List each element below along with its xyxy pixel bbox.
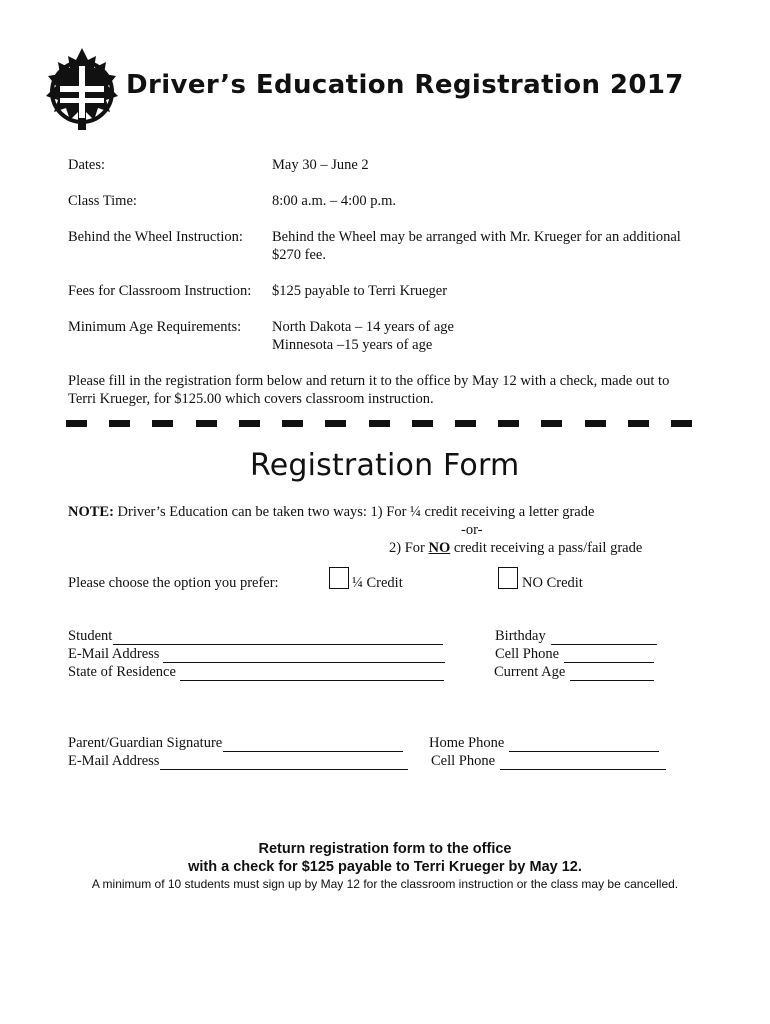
no-credit-label: NO Credit — [522, 575, 583, 591]
cut-line-dash — [109, 420, 130, 427]
cut-line-dash — [628, 420, 649, 427]
age-label: Minimum Age Requirements: — [68, 319, 242, 335]
cross-leaf-logo-icon — [44, 46, 120, 132]
cut-line-dash — [325, 420, 346, 427]
no-credit-checkbox[interactable] — [498, 567, 518, 589]
btw-value-line2: $270 fee. — [272, 247, 326, 263]
birthday-label: Birthday — [495, 628, 546, 644]
parent-signature-field[interactable] — [68, 734, 403, 752]
student-input-line[interactable] — [113, 631, 443, 645]
home-phone-input-line[interactable] — [509, 738, 659, 752]
cut-line-dash — [541, 420, 562, 427]
footer-return-line2: with a check for $125 payable to Terri Krueger by May 12. — [188, 859, 582, 875]
parent-email-input-line[interactable] — [160, 756, 408, 770]
note-option2-no: NO — [428, 540, 451, 556]
cut-line-dash — [369, 420, 390, 427]
cut-line-dash — [412, 420, 433, 427]
btw-label: Behind the Wheel Instruction: — [68, 229, 243, 245]
parent-cell-phone-label: Cell Phone — [431, 753, 496, 769]
note-line — [68, 503, 594, 521]
state-label: State of Residence — [68, 664, 176, 680]
home-phone-field[interactable] — [429, 734, 659, 752]
home-phone-label: Home Phone — [429, 735, 505, 751]
cut-dashed-line — [66, 420, 692, 428]
parent-cell-phone-input-line[interactable] — [500, 756, 666, 770]
email-label: E-Mail Address — [68, 646, 160, 662]
quarter-credit-label: ¼ Credit — [352, 575, 403, 591]
student-label: Student — [68, 628, 113, 644]
birthday-input-line[interactable] — [551, 631, 657, 645]
current-age-label: Current Age — [494, 664, 566, 680]
cell-phone-label: Cell Phone — [495, 646, 560, 662]
cut-line-dash — [282, 420, 303, 427]
cut-line-dash — [498, 420, 519, 427]
dates-value: May 30 – June 2 — [272, 157, 369, 173]
state-field[interactable] — [68, 663, 444, 681]
parent-cell-phone-field[interactable] — [431, 752, 666, 770]
state-input-line[interactable] — [180, 667, 444, 681]
cut-line-dash — [239, 420, 260, 427]
note-text: Driver’s Education can be taken two ways: 1) For ¼ credit receiving a letter grade — [117, 504, 595, 520]
registration-form-title: Registration Form — [250, 448, 520, 483]
cut-line-dash — [585, 420, 606, 427]
birthday-field[interactable] — [495, 627, 657, 645]
age-value-line2: Minnesota –15 years of age — [272, 337, 433, 353]
fees-label: Fees for Classroom Instruction: — [68, 283, 252, 299]
cut-line-dash — [196, 420, 217, 427]
dates-label: Dates: — [68, 157, 106, 173]
student-field[interactable] — [68, 627, 443, 645]
choose-option-label: Please choose the option you prefer: — [68, 575, 279, 591]
note-or: -or- — [461, 522, 483, 538]
fees-value: $125 payable to Terri Krueger — [272, 283, 448, 299]
parent-email-field[interactable] — [68, 752, 408, 770]
cut-line-dash — [671, 420, 692, 427]
cell-phone-field[interactable] — [495, 645, 654, 663]
note-option2-post: credit receiving a pass/fail grade — [450, 540, 643, 556]
parent-signature-input-line[interactable] — [223, 738, 403, 752]
cut-line-dash — [152, 420, 173, 427]
btw-value-line1: Behind the Wheel may be arranged with Mr. Krueger for an additional — [272, 229, 681, 245]
instructions-line2: Terri Krueger, for $125.00 which covers classroom instruction. — [68, 391, 434, 407]
parent-signature-label: Parent/Guardian Signature — [68, 735, 223, 751]
cut-line-dash — [455, 420, 476, 427]
page-title: Driver’s Education Registration 2017 — [126, 70, 684, 100]
current-age-field[interactable] — [494, 663, 654, 681]
instructions-line1: Please fill in the registration form below and return it to the office by May 12 with a check, made out to — [68, 373, 670, 389]
note-option2 — [389, 539, 642, 557]
cell-phone-input-line[interactable] — [564, 649, 654, 663]
class-time-label: Class Time: — [68, 193, 137, 209]
footer-minimum-note: A minimum of 10 students must sign up by May 12 for the classroom instruction or the class may be cancelled. — [91, 877, 679, 891]
email-field[interactable] — [68, 645, 445, 663]
quarter-credit-checkbox[interactable] — [329, 567, 349, 589]
age-value-line1: North Dakota – 14 years of age — [272, 319, 454, 335]
email-input-line[interactable] — [163, 649, 445, 663]
note-option2-pre: 2) For — [389, 540, 429, 556]
footer-return-line1: Return registration form to the office — [258, 841, 512, 857]
cut-line-dash — [66, 420, 87, 427]
note-label: NOTE: — [68, 504, 114, 520]
current-age-input-line[interactable] — [570, 667, 654, 681]
class-time-value: 8:00 a.m. – 4:00 p.m. — [272, 193, 397, 209]
parent-email-label: E-Mail Address — [68, 753, 160, 769]
